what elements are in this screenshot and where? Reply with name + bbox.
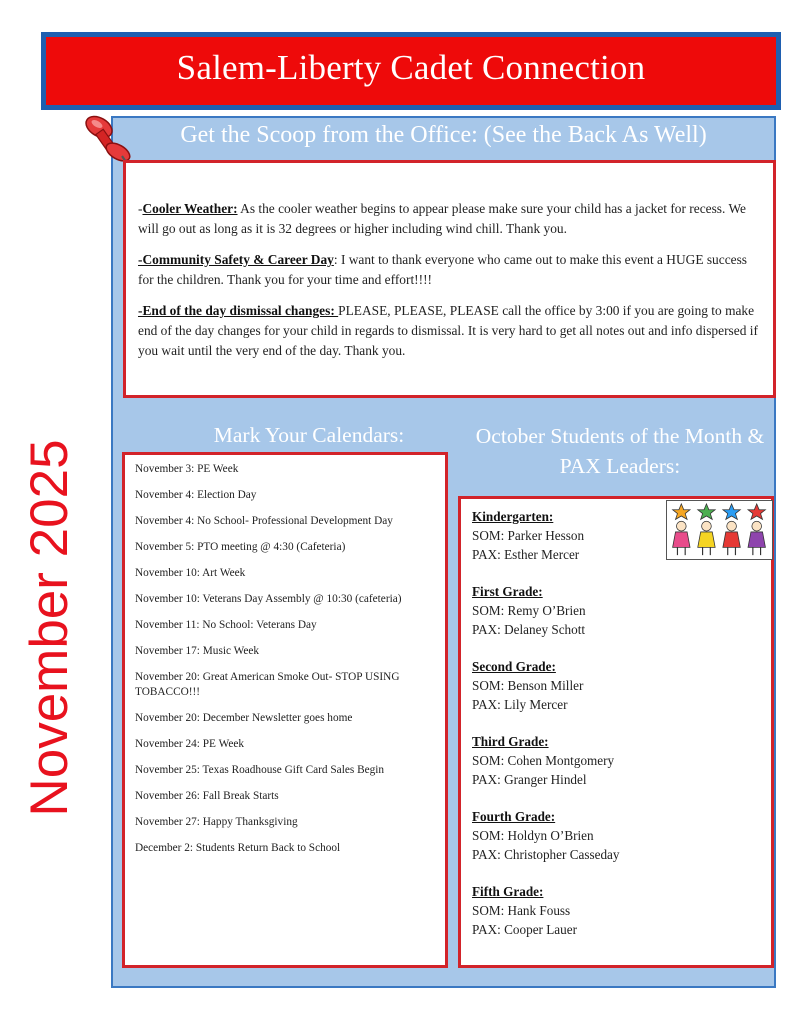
calendar-item: November 24: PE Week — [135, 738, 245, 750]
pax-name: PAX: Granger Hindel — [472, 772, 587, 787]
kid-figure — [698, 504, 715, 555]
header-banner — [46, 37, 776, 105]
calendar-item: November 3: PE Week — [135, 463, 239, 475]
students-heading: October Students of the Month & PAX Leaders: — [475, 424, 765, 478]
grade-block-second — [472, 657, 761, 714]
som-name: SOM: Parker Hesson — [472, 528, 585, 543]
pax-name: PAX: Christopher Casseday — [472, 847, 620, 862]
note-dismissal-changes: -End of the day dismissal changes: PLEASE, PLEASE, PLEASE call the office by 3:00 if you are going to make end of the day changes for your child in regards to dismissal. It is very hard to get all notes out and info dispersed if you wait until the very end of the day. Thank you. — [138, 303, 758, 358]
pax-name: PAX: Cooper Lauer — [472, 922, 577, 937]
calendar-item: November 17: Music Week — [135, 645, 260, 657]
kid-figure — [723, 504, 740, 555]
grade-name: First Grade: — [472, 584, 543, 599]
newsletter-header — [41, 32, 781, 110]
calendar-heading: Mark Your Calendars: — [213, 423, 405, 447]
calendar-item: December 2: Students Return Back to School — [135, 842, 341, 854]
grade-block-fifth — [472, 882, 761, 939]
grade-name: Fourth Grade: — [472, 809, 556, 824]
calendar-item: November 11: No School: Veterans Day — [135, 619, 317, 631]
star-kids-illustration — [666, 500, 773, 560]
som-name: SOM: Remy O’Brien — [472, 603, 586, 618]
pax-name: PAX: Lily Mercer — [472, 697, 568, 712]
students-box — [458, 496, 774, 968]
calendar-item: November 10: Veterans Day Assembly @ 10:30 (cafeteria) — [135, 593, 402, 605]
calendar-item: November 20: December Newsletter goes home — [135, 712, 353, 724]
grade-block-fourth — [472, 807, 761, 864]
som-name: SOM: Hank Fouss — [472, 903, 571, 918]
calendar-item: November 20: Great American Smoke Out- STOP USING TOBACCO!!! — [135, 671, 400, 698]
calendar-item: November 25: Texas Roadhouse Gift Card Sales Begin — [135, 764, 385, 776]
note-community-safety: -Community Safety & Career Day: I want to thank everyone who came out to make this event a HUGE success for the children. Thank you for your time and effort!!!! — [138, 252, 748, 287]
calendar-box — [122, 452, 448, 968]
kid-figure — [673, 504, 690, 555]
som-name: SOM: Holdyn O’Brien — [472, 828, 594, 843]
pax-name: PAX: Delaney Schott — [472, 622, 586, 637]
grade-block-first — [472, 582, 761, 639]
calendar-item: November 5: PTO meeting @ 4:30 (Cafeteria) — [135, 541, 346, 553]
calendar-item: November 4: No School- Professional Development Day — [135, 515, 393, 527]
grade-name: Second Grade: — [472, 659, 556, 674]
grade-name: Fifth Grade: — [472, 884, 544, 899]
calendar-item: November 4: Election Day — [135, 489, 257, 501]
kid-figure — [748, 504, 765, 555]
som-name: SOM: Cohen Montgomery — [472, 753, 615, 768]
grade-name: Kindergarten: — [472, 509, 554, 524]
note-cooler-weather: -Cooler Weather: As the cooler weather begins to appear please make sure your child has a jacket for recess. We will go out as long as it is 32 degrees or higher including wind chill. Thank you. — [138, 201, 746, 236]
grade-name: Third Grade: — [472, 734, 549, 749]
grade-block-third — [472, 732, 761, 789]
office-notes-box — [123, 160, 776, 398]
calendar-item: November 10: Art Week — [135, 567, 246, 579]
som-name: SOM: Benson Miller — [472, 678, 584, 693]
calendar-item: November 27: Happy Thanksgiving — [135, 816, 298, 828]
newsletter-title: Salem-Liberty Cadet Connection — [176, 48, 646, 87]
pax-name: PAX: Esther Mercer — [472, 547, 580, 562]
office-heading: Get the Scoop from the Office: (See the Back As Well) — [180, 122, 707, 148]
month-label: November 2025 — [20, 439, 79, 817]
calendar-item: November 26: Fall Break Starts — [135, 790, 279, 802]
